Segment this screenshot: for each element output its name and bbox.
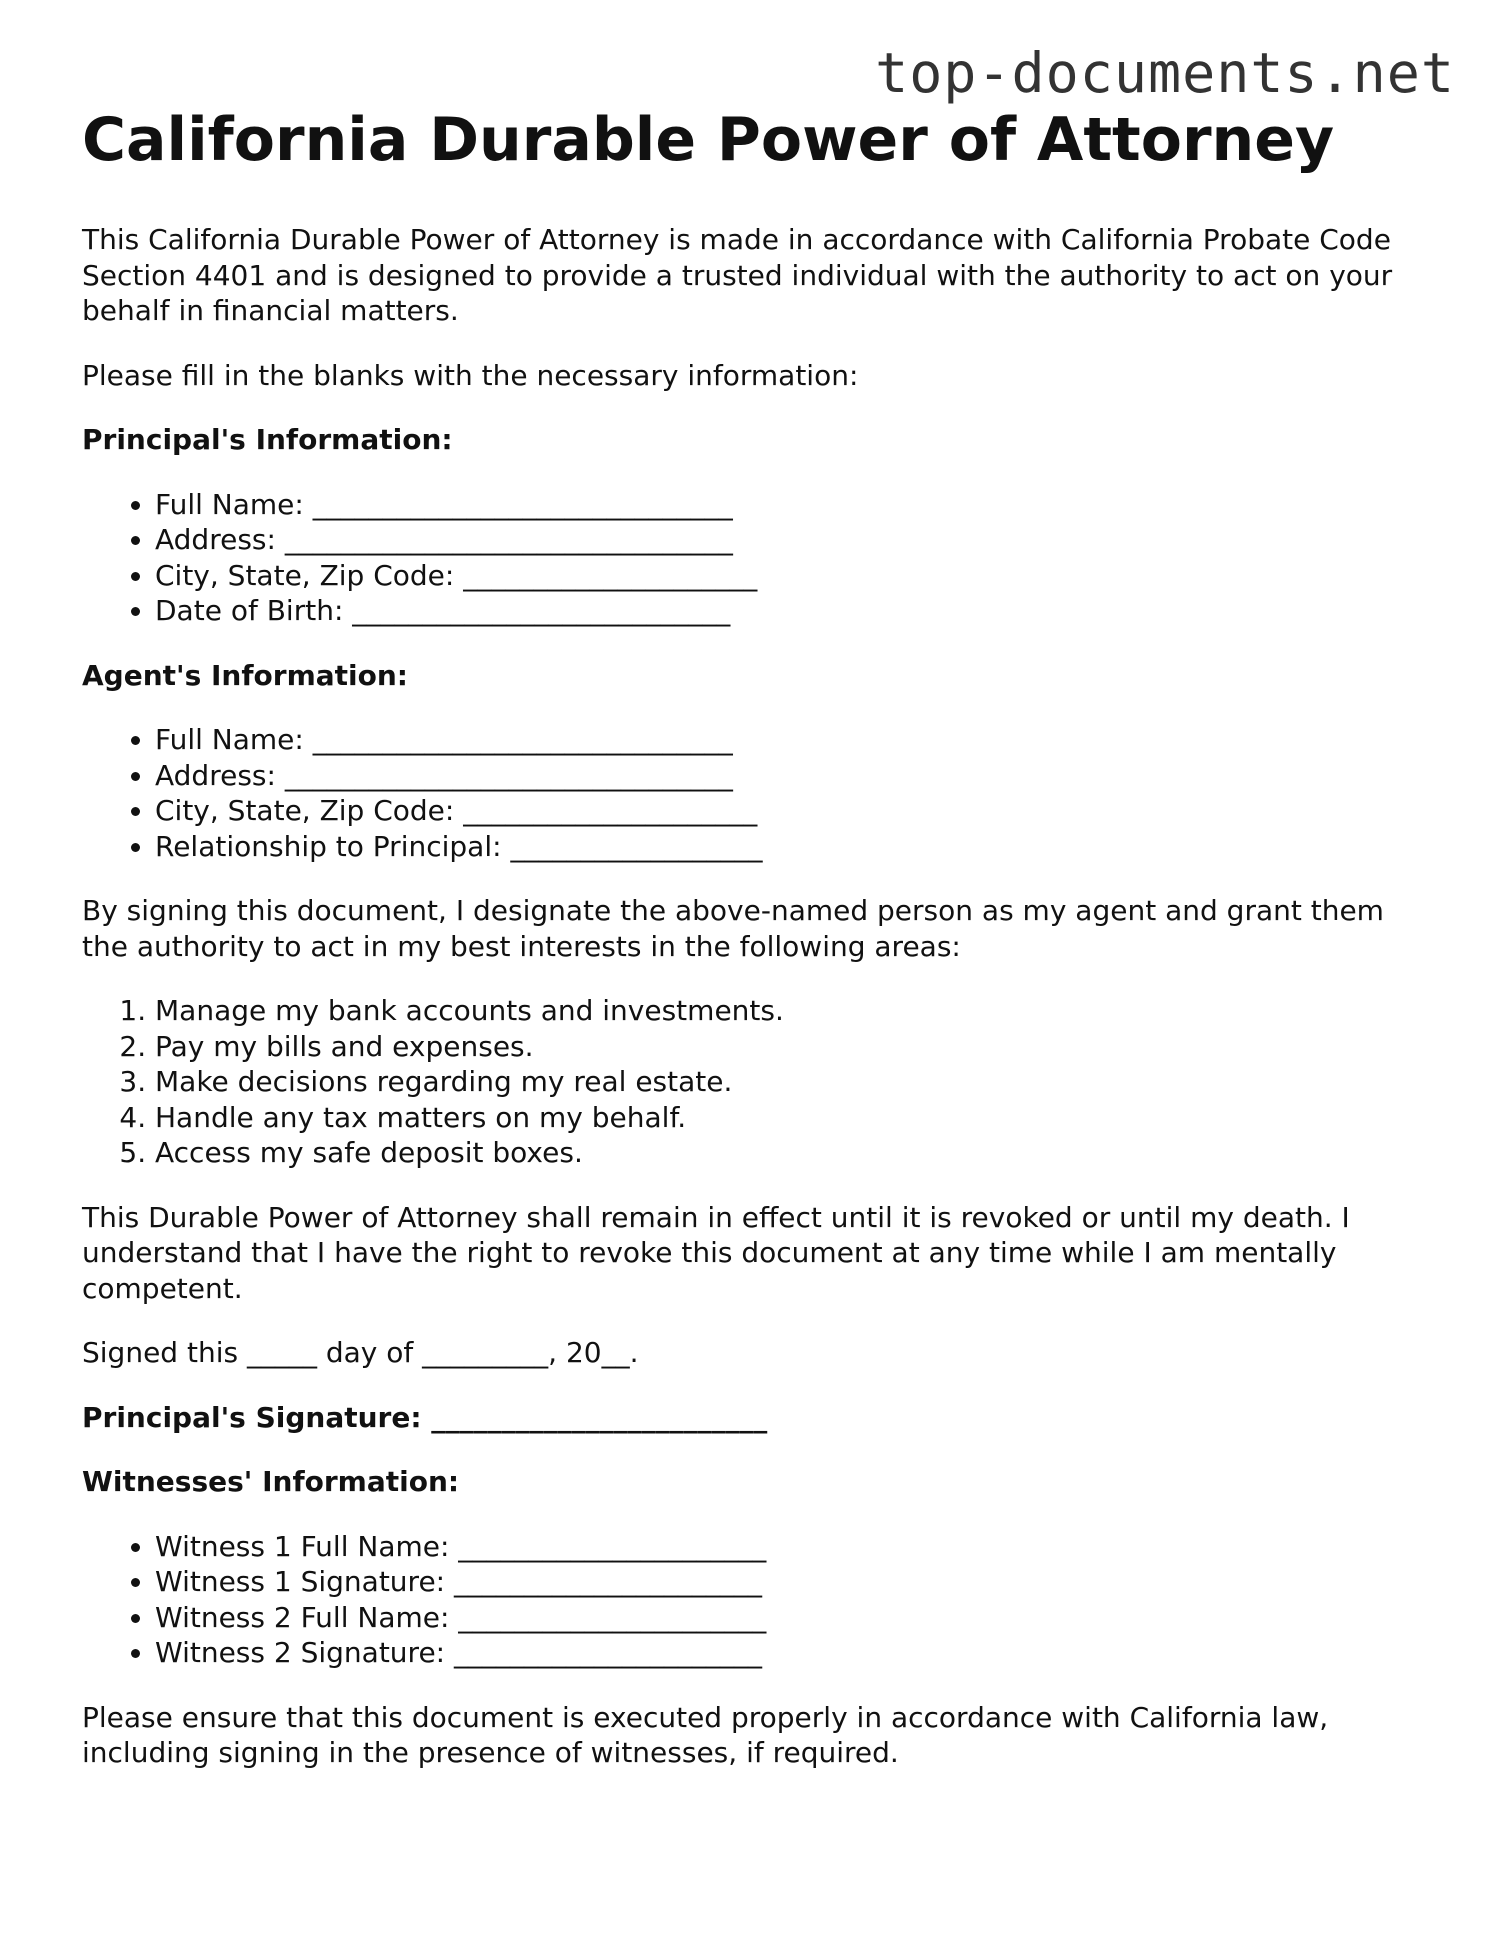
agent-fields-list [82,722,1422,864]
authority-paragraph: By signing this document, I designate the above-named person as my agent and grant them the authority to act in my best interests in the following areas: [82,894,1384,963]
principal-heading: Principal's Information: [82,423,453,456]
power-item: 3. Make decisions regarding my real estate. [155,1064,1422,1100]
witnesses-heading: Witnesses' Information: [82,1465,460,1498]
power-item: 2. Pay my bills and expenses. [155,1029,1422,1065]
principal-signature-line: Principal's Signature: ________________________ [82,1400,768,1434]
principal-full-name-field: • Full Name: ______________________________ [155,487,1422,523]
principal-fields-list [82,487,1422,629]
principal-address-field: • Address: ________________________________ [155,522,1422,558]
power-item: 1. Manage my bank accounts and investments. [155,993,1422,1029]
witnesses-fields-list [82,1529,1422,1671]
closing-paragraph: Please ensure that this document is executed properly in accordance with California law, including signing in the presence of witnesses, if required. [82,1700,1329,1769]
watermark-text: top-documents.net [875,41,1455,105]
agent-address-field: • Address: ________________________________ [155,758,1422,794]
instruction-paragraph: Please fill in the blanks with the necessary information: [82,358,859,392]
principal-date-of-birth-field: • Date of Birth: ___________________________ [155,593,1422,629]
witness-1-name-field: • Witness 1 Full Name: ______________________ [155,1529,1422,1565]
power-item: 4. Handle any tax matters on my behalf. [155,1100,1422,1136]
signed-date-line: Signed this _____ day of _________, 20__. [82,1336,639,1369]
document-body [82,100,1422,1800]
durability-paragraph: This Durable Power of Attorney shall remain in effect until it is revoked or until my death. I understand that I have the right to revoke this document at any time while I am mentally competent. [82,1200,1350,1305]
witness-1-signature-field: • Witness 1 Signature: ______________________ [155,1564,1422,1600]
agent-full-name-field: • Full Name: ______________________________ [155,722,1422,758]
agent-heading: Agent's Information: [82,658,409,692]
agent-relationship-field: • Relationship to Principal: __________________ [155,829,1422,865]
agent-city-state-zip-field: • City, State, Zip Code: _____________________ [155,793,1422,829]
powers-list [82,993,1422,1171]
principal-city-state-zip-field: • City, State, Zip Code: _____________________ [155,558,1422,594]
witness-2-signature-field: • Witness 2 Signature: ______________________ [155,1635,1422,1671]
witness-2-name-field: • Witness 2 Full Name: ______________________ [155,1600,1422,1636]
power-item: 5. Access my safe deposit boxes. [155,1135,1422,1171]
document-title: California Durable Power of Attorney [82,105,1335,175]
intro-paragraph: This California Durable Power of Attorney is made in accordance with California Probate Code Section 4401 and is designed to provide a trusted individual with the authority to act on your behalf in financial matters. [82,223,1393,327]
